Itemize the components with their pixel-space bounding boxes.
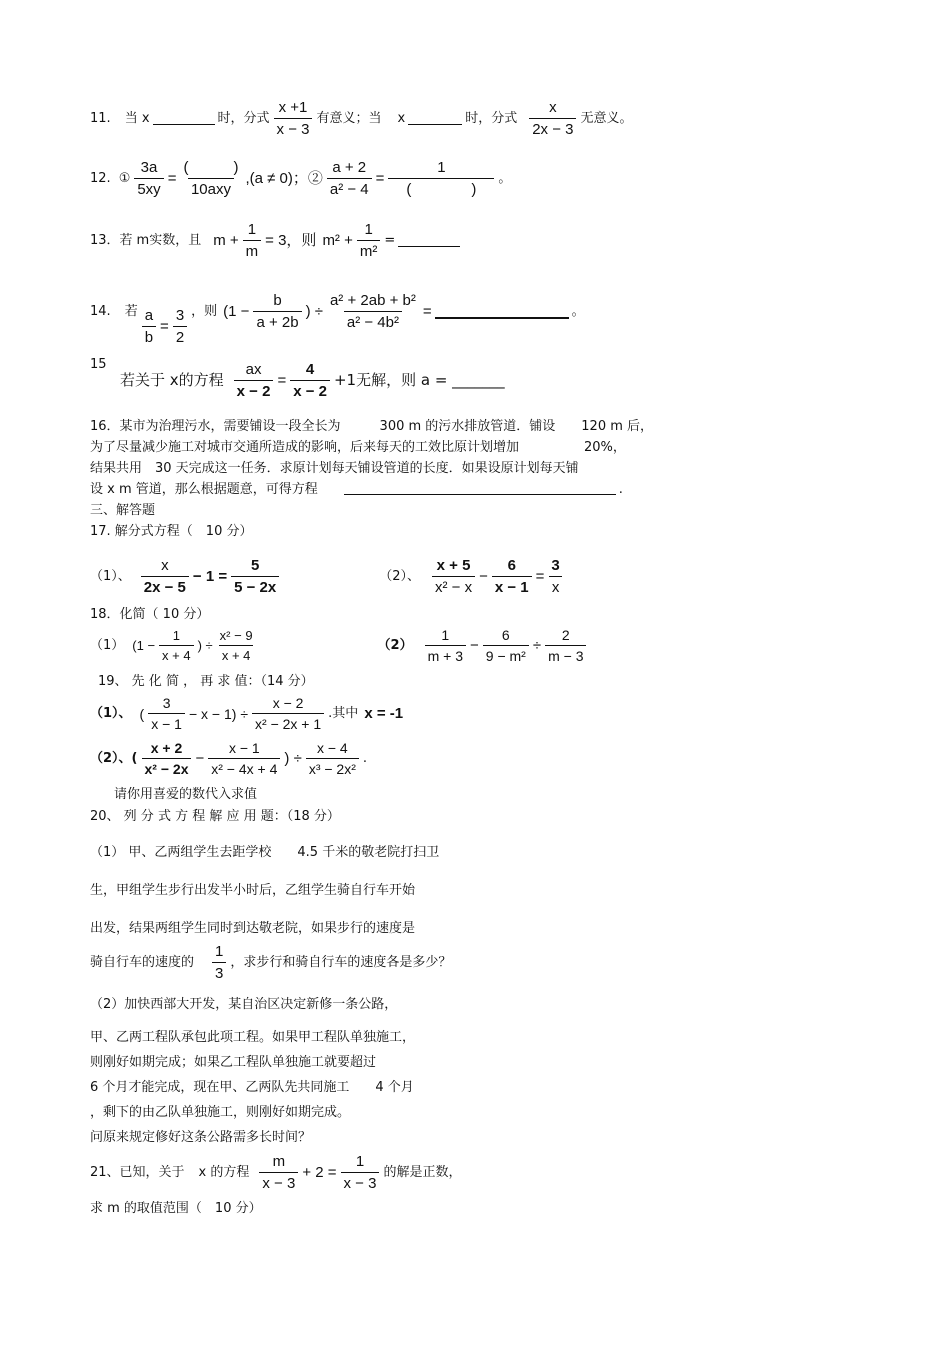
question-18: （1） (1 − $\frac{1}{x + 4}$ ) ÷ $\frac{\text{x² − 9}}{x + 4}$ （2） $\frac{1}{m + 3}$ − $\frac{6}{\text{9 − m²}}$ ÷ $\frac{2}{m - 3}$ — [90, 628, 910, 663]
q15-fraction-2 — [290, 362, 330, 399]
numerator: 1 — [437, 159, 446, 176]
denominator: x − 3 — [259, 1172, 298, 1191]
denominator: m − 3 — [545, 645, 586, 663]
q13-number: 13．若 — [90, 233, 133, 248]
numerator: x − 4 — [316, 740, 348, 756]
q21-text: 的解是正数， — [383, 1165, 462, 1180]
q20-p2-line: 则刚好如期完成；如果乙工程队单独施工就要超过 — [90, 1055, 377, 1070]
denominator: 2x − 5 — [141, 576, 189, 595]
q13-fraction-2 — [357, 222, 381, 259]
q16-line: 为了尽量减少施工对城市交通所造成的影响，后来每天的工效比原计划增加 20%， — [90, 440, 626, 455]
numerator-blank[interactable]: ( ) — [183, 159, 239, 176]
q11-text: 有意义；当 — [316, 111, 382, 126]
numerator: 4 — [305, 361, 315, 378]
q15-text: +1无解，则 a = _______ — [333, 371, 505, 389]
q16-line: 设 x m 管道，那么根据题意，可得方程 — [90, 482, 318, 497]
q14-fraction-2 — [173, 308, 187, 345]
q19-note: 请你用喜爱的数代入求值 — [114, 787, 258, 802]
q20-p1-text: ，求步行和骑自行车的速度各是多少？ — [230, 955, 452, 970]
question-15: 若关于 x的方程 $\frac{ax}{x - 2}$ = $\frac{4}{x - 2}$ +1无解，则 a = _______ — [120, 361, 505, 400]
denominator: 2x − 3 — [529, 118, 576, 137]
q14-text: 若 — [124, 304, 138, 319]
q17-p2-fraction-3 — [548, 558, 562, 595]
denominator: x − 2 — [290, 380, 330, 399]
q18-part-1-label: （1） — [90, 638, 125, 653]
q19-p1-value: x = -1 — [364, 705, 404, 722]
q19-p2-fraction-3 — [306, 741, 359, 776]
denominator: x − 2 — [234, 380, 274, 399]
denominator: x² − 2x + 1 — [252, 713, 324, 731]
q15-fraction-1 — [234, 362, 274, 399]
q16-end: . — [618, 482, 623, 497]
q11-text: x — [397, 111, 406, 126]
q21-fraction-2 — [341, 1154, 380, 1191]
q13-text: m实数，且 — [136, 233, 202, 248]
q11-text: 时，分式 — [465, 111, 518, 126]
q21-text: 21、已知，关于 — [90, 1165, 185, 1180]
numerator: 1 — [247, 221, 257, 238]
q18-part-2-label: （2） — [377, 638, 413, 653]
question-11 — [90, 100, 910, 137]
question-12 — [90, 160, 910, 197]
q19-part-1-label: （1）、 — [90, 706, 132, 721]
equals: = — [375, 170, 385, 187]
denominator: 5 − 2x — [231, 576, 279, 595]
numerator: ax — [245, 361, 262, 378]
q18-p2-fraction-1 — [425, 628, 466, 663]
question-16 — [90, 416, 680, 500]
numerator: 1 — [355, 1153, 365, 1170]
q14-fraction-3 — [253, 293, 301, 330]
q13-text: = 3，则 — [265, 232, 317, 249]
q17-p2-fraction-1 — [432, 558, 475, 595]
numerator: x + 5 — [436, 557, 471, 574]
q11-text: 无意义。 — [580, 111, 633, 126]
q16-answer-blank[interactable] — [344, 482, 616, 495]
q21-line-2: 求 m 的取值范围（ 10 分） — [90, 1201, 262, 1216]
q19-p1-mid: − x − 1) ÷ — [188, 705, 249, 722]
denominator: x² − 2x — [142, 758, 192, 776]
numerator: 6 — [501, 627, 510, 643]
q20-p1-text: 骑自行车的速度的 — [90, 955, 195, 970]
question-19-part-1: （1）、 ( $\frac{3}{x - 1}$ − x − 1) ÷ $\frac{x - 2}{\text{x² − 2x + 1}}$ .其中 x = -1 — [90, 695, 404, 732]
q21-fraction-1 — [259, 1154, 298, 1191]
denominator: 3 — [212, 962, 226, 981]
q14-expression: ) ÷ — [305, 303, 323, 320]
numerator: 1 — [364, 221, 373, 238]
denominator: x — [549, 576, 563, 595]
q20-p1-last-line — [90, 944, 910, 981]
q18-title: 18．化简（ 10 分） — [90, 607, 210, 622]
q15-number: 15 — [90, 357, 107, 372]
q17-title: 17. 解分式方程（ 10 分） — [90, 524, 253, 539]
section-3-heading: 三、解答题 — [90, 503, 156, 518]
q18-p1-expr: (1 − — [132, 638, 156, 653]
equals: = — [167, 170, 177, 187]
q19-p2-fraction-1 — [142, 741, 192, 776]
numerator: a — [144, 307, 154, 324]
denominator: x² − 4x + 4 — [208, 758, 280, 776]
q16-line: 结果共用 30 天完成这一任务．求原计划每天铺设管道的长度．如果设原计划每天铺 — [90, 461, 579, 476]
q11-fraction-2 — [529, 100, 576, 137]
q12-end: 。 — [498, 171, 512, 186]
denominator-blank[interactable]: ( ) — [388, 178, 494, 197]
q13-text: = — [384, 233, 396, 248]
denominator: 2 — [173, 326, 187, 345]
q19-part-2-label: （2）、( — [90, 751, 138, 766]
q20-p1-line: 出发，结果两组学生同时到达敬老院，如果步行的速度是 — [90, 921, 416, 936]
q21-text: x 的方程 — [198, 1165, 250, 1180]
numerator: 6 — [507, 557, 516, 574]
q20-p2-line: 甲、乙两工程队承包此项工程。如果甲工程队单独施工， — [90, 1030, 416, 1045]
q17-p2-fraction-2 — [492, 558, 532, 595]
denominator: a² − 4 — [327, 178, 372, 197]
denominator: m — [243, 240, 262, 259]
denominator: b — [142, 326, 156, 345]
numerator: a + 2 — [332, 159, 367, 176]
q18-p2-fraction-2 — [483, 628, 529, 663]
q14-text: ，则 — [191, 304, 218, 319]
denominator: x − 3 — [341, 1172, 380, 1191]
denominator: 9 − m² — [483, 645, 529, 663]
numerator: 3 — [175, 307, 185, 324]
numerator: 1 — [215, 943, 224, 960]
q14-fraction-1 — [142, 308, 156, 345]
q12-fraction-4 — [388, 160, 494, 197]
q20-p2-line: 6 个月才能完成，现在甲、乙两队先共同施工 4 个月 — [90, 1080, 414, 1095]
q11-text: 当 x — [124, 111, 150, 126]
question-14: 14. 若 $\frac{a}{b}$ = $\frac{3}{2}$ ，则 (1 − $\frac{b}{a + 2b}$ ) ÷ $\frac{\text{a² + 2ab + b²}}{\text{a² − 4b²}}$ = 。 — [90, 292, 585, 346]
q18-p1-fraction-2 — [217, 629, 256, 662]
q20-title: 20、 列 分 式 方 程 解 应 用 题：（18 分） — [90, 809, 340, 824]
q16-line: 16．某市为治理污水，需要铺设一段全长为 300 m 的污水排放管道．铺设 120 m 后， — [90, 419, 654, 434]
denominator: x − 1 — [492, 576, 532, 595]
q20-p2-intro: （2）加快西部大开发，某自治区决定新修一条公路， — [90, 997, 398, 1012]
denominator: x − 1 — [148, 713, 185, 731]
q13-blank[interactable] — [398, 234, 460, 247]
numerator: x — [161, 557, 169, 574]
denominator: a² − 4b² — [344, 311, 402, 330]
numerator: x − 1 — [228, 740, 260, 756]
denominator: x + 4 — [159, 645, 194, 662]
q13-expression: m² + — [322, 232, 353, 249]
q12-fraction-2 — [180, 160, 241, 197]
numerator: x − 2 — [272, 695, 304, 711]
q14-number: 14. — [90, 304, 111, 319]
denominator: a + 2b — [253, 311, 301, 330]
numerator: x +1 — [278, 99, 308, 116]
q18-p1-div: ) ÷ — [197, 638, 213, 653]
q20-p1-line: （1） 甲、乙两组学生去距学校 4.5 千米的敬老院打扫卫 — [90, 845, 440, 860]
q13-expression: m + — [213, 232, 239, 249]
q14-fraction-4 — [327, 293, 419, 330]
q19-p2-fraction-2 — [208, 741, 280, 776]
q12-number: 12. — [90, 171, 111, 186]
q20-p1-fraction — [212, 944, 226, 981]
numerator: 1 — [441, 627, 450, 643]
q20-p2-line: 问原来规定修好这条公路需多长时间？ — [90, 1130, 312, 1145]
question-13 — [90, 222, 910, 259]
numerator: x² − 9 — [219, 628, 253, 643]
q17-part-1-label: （1）、 — [90, 569, 131, 584]
numerator: x + 2 — [150, 740, 183, 756]
numerator: x — [549, 99, 557, 116]
numerator: b — [273, 292, 282, 309]
q18-p2-fraction-3 — [545, 628, 586, 663]
numerator: 3 — [162, 695, 171, 711]
q19-p1-tail: .其中 — [328, 706, 359, 721]
q11-blank-1[interactable] — [153, 112, 215, 125]
q17-p1-mid: − 1 = — [192, 568, 228, 585]
q18-p1-fraction-1 — [159, 629, 194, 662]
q12-fraction-1 — [134, 160, 163, 197]
q20-p1-line: 生，甲组学生步行出发半小时后，乙组学生骑自行车开始 — [90, 883, 416, 898]
numerator: 3a — [140, 159, 158, 176]
denominator: x + 4 — [219, 645, 254, 662]
denominator: m + 3 — [425, 645, 466, 663]
q14-blank[interactable] — [435, 305, 569, 319]
numerator: 1 — [172, 628, 180, 643]
numerator: m — [272, 1153, 286, 1170]
numerator: 5 — [251, 557, 260, 574]
q17-p1-fraction-1 — [141, 558, 189, 595]
q19-p1-fraction-2 — [252, 696, 324, 731]
numerator: a² + 2ab + b² — [329, 292, 416, 309]
denominator: x² − x — [432, 576, 475, 595]
q17-p1-fraction-2 — [231, 558, 279, 595]
q20-part-1 — [90, 834, 680, 948]
q11-number: 11. — [90, 111, 111, 126]
q17-part-2-label: （2）、 — [379, 569, 421, 584]
question-19-part-2: （2）、( $\frac{x + 2}{\text{x² − 2x}}$ − $\frac{x - 1}{\text{x² − 4x + 4}}$ ) ÷ $\frac{x - 4}{\text{x³ − 2x²}}$ . — [90, 740, 368, 777]
q20-p2-line: ，剩下的由乙队单独施工，则刚好如期完成。 — [90, 1105, 351, 1120]
denominator: x³ − 2x² — [306, 758, 359, 776]
q15-text: 若关于 x的方程 — [120, 371, 224, 389]
q20-part-2 — [90, 1025, 680, 1150]
q19-title: 19、 先 化 简 ， 再 求 值：（14 分） — [98, 674, 314, 689]
q11-text: 时，分式 — [217, 111, 270, 126]
denominator: x − 3 — [274, 118, 313, 137]
q11-blank-2[interactable] — [408, 112, 462, 125]
q12-fraction-3 — [327, 160, 372, 197]
denominator: 5xy — [134, 178, 163, 197]
q13-fraction-1 — [243, 222, 262, 259]
denominator: m² — [357, 240, 381, 259]
question-17: （1）、 $\frac{x}{2x - 5}$ − 1 = $\frac{5}{5 - 2x}$ （2）、 $\frac{x + 5}{\text{x² − x}}$ − $\frac{6}{x - 1}$ = $\frac{3}{x}$ — [90, 558, 910, 595]
q14-end: 。 — [571, 304, 585, 319]
q12-circle-1: ① — [118, 171, 131, 186]
numerator: 2 — [561, 627, 570, 643]
q14-expression: (1 − — [223, 303, 250, 320]
q12-condition: ,(a ≠ 0)；② — [245, 170, 323, 187]
numerator: 3 — [551, 557, 560, 574]
denominator: 10axy — [188, 178, 234, 197]
q11-fraction-1 — [274, 100, 313, 137]
question-21: 21、已知，关于 x 的方程 $\frac{m}{x - 3}$ + 2 = $\frac{1}{x - 3}$ 的解是正数， — [90, 1153, 462, 1192]
q19-p1-fraction-1 — [148, 696, 185, 731]
